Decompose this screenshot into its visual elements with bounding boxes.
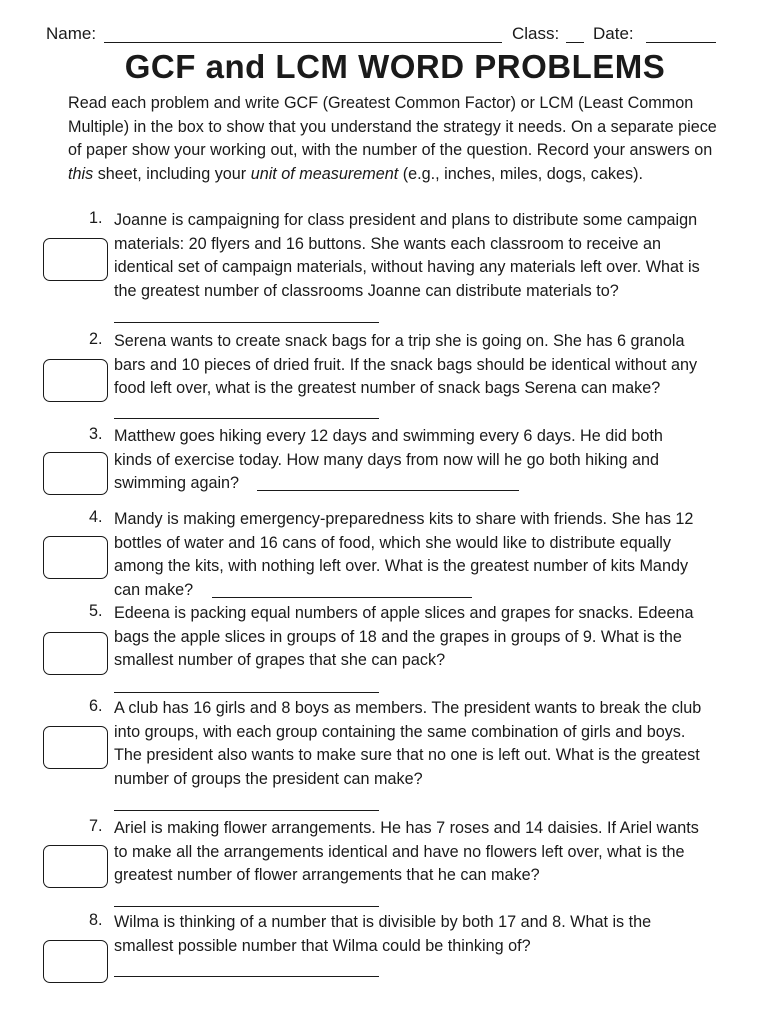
question-1 xyxy=(114,209,734,304)
strategy-box-7[interactable] xyxy=(43,845,108,888)
answer-line-7[interactable] xyxy=(114,906,379,907)
question-number: 3. xyxy=(89,425,103,443)
question-line: bags the apple slices in groups of 18 and the grapes in groups of 9. What is the xyxy=(114,627,682,646)
question-line: smallest number of grapes that she can pack? xyxy=(114,651,446,670)
question-line: into groups, with each group containing the same combination of girls and boys. xyxy=(114,722,686,741)
question-line: Serena wants to create snack bags for a trip she is going on. She has 6 granola xyxy=(114,332,685,350)
page-title: GCF and LCM WORD PROBLEMS xyxy=(124,48,666,85)
answer-line-6[interactable] xyxy=(114,810,379,811)
question-line: smallest possible number that Wilma could be thinking of? xyxy=(114,936,531,955)
strategy-box-5[interactable] xyxy=(43,632,108,675)
question-number: 5. xyxy=(89,602,103,620)
question-line: Edeena is packing equal numbers of apple slices and grapes for snacks. Edeena xyxy=(114,604,694,622)
question-line: swimming again? xyxy=(114,474,240,493)
question-line: Joanne is campaigning for class president and plans to distribute some campaign xyxy=(114,211,698,229)
question-line: number of groups the president can make? xyxy=(114,770,423,789)
strategy-box-4[interactable] xyxy=(43,536,108,579)
header-fields xyxy=(46,24,726,48)
strategy-box-1[interactable] xyxy=(43,238,108,281)
question-8 xyxy=(114,911,734,958)
class-label: Class: xyxy=(512,24,560,43)
question-line: Wilma is thinking of a number that is divisible by both 17 and 8. What is the xyxy=(114,913,652,931)
question-line: The president also wants to make sure that no one is left out. What is the greatest xyxy=(114,746,700,765)
instructions-line: of paper show your working out, with the number of the question. Record your answers on xyxy=(68,141,713,160)
date-field[interactable] xyxy=(646,42,716,43)
question-3 xyxy=(114,425,734,496)
strategy-box-2[interactable] xyxy=(43,359,108,402)
class-field[interactable] xyxy=(566,42,584,43)
question-line: kinds of exercise today. How many days from now will he go both hiking and xyxy=(114,450,659,469)
question-number: 1. xyxy=(89,209,103,227)
emphasis-this: this xyxy=(68,164,94,183)
question-number: 7. xyxy=(89,817,103,835)
question-line: Ariel is making flower arrangements. He has 7 roses and 14 daisies. If Ariel wants xyxy=(114,819,699,837)
question-line: materials: 20 flyers and 16 buttons. She wants each classroom to receive an xyxy=(114,234,662,253)
question-line: to make all the arrangements identical and have no flowers left over, what is the xyxy=(114,842,685,861)
answer-line-5[interactable] xyxy=(114,692,379,693)
question-5 xyxy=(114,602,734,673)
question-6 xyxy=(114,697,734,792)
strategy-box-3[interactable] xyxy=(43,452,108,495)
question-line: can make? xyxy=(114,581,194,600)
question-line: food left over, what is the greatest number of snack bags Serena can make? xyxy=(114,379,661,398)
question-line: bottles of water and 16 cans of food, which she would like to distribute equally xyxy=(114,533,671,552)
instructions-text: (e.g., inches, miles, dogs, cakes). xyxy=(398,164,643,183)
answer-line-1[interactable] xyxy=(114,322,379,323)
answer-line-2[interactable] xyxy=(114,418,379,419)
instructions xyxy=(68,92,738,186)
emphasis-unit: unit of measurement xyxy=(250,164,399,183)
question-line: A club has 16 girls and 8 boys as members. The president wants to break the club xyxy=(114,699,702,717)
question-7 xyxy=(114,817,734,888)
question-line: among the kits, with nothing left over. What is the greatest number of kits Mandy xyxy=(114,557,689,576)
question-line: bars and 10 pieces of dried fruit. If the snack bags should be identical without any xyxy=(114,355,698,374)
question-line: the greatest number of classrooms Joanne can distribute materials to? xyxy=(114,282,619,301)
question-number: 6. xyxy=(89,697,103,715)
strategy-box-8[interactable] xyxy=(43,940,108,983)
answer-line-8[interactable] xyxy=(114,976,379,977)
question-line: greatest number of flower arrangements that he can make? xyxy=(114,866,540,885)
answer-line-3[interactable] xyxy=(257,490,519,491)
instructions-text: sheet, including your xyxy=(93,164,251,183)
name-label: Name: xyxy=(46,24,97,43)
instructions-line xyxy=(68,163,738,187)
question-line: Mandy is making emergency-preparedness kits to share with friends. She has 12 xyxy=(114,510,694,528)
strategy-box-6[interactable] xyxy=(43,726,108,769)
question-2 xyxy=(114,330,734,401)
question-4 xyxy=(114,508,734,603)
answer-line-4[interactable] xyxy=(212,597,472,598)
name-field[interactable] xyxy=(104,42,502,43)
question-number: 8. xyxy=(89,911,103,929)
instructions-line: Multiple) in the box to show that you understand the strategy it needs. On a separate piece xyxy=(68,117,717,136)
question-number: 2. xyxy=(89,330,103,348)
date-label: Date: xyxy=(593,24,634,43)
question-line: Matthew goes hiking every 12 days and swimming every 6 days. He did both xyxy=(114,427,663,445)
instructions-line: Read each problem and write GCF (Greatest Common Factor) or LCM (Least Common xyxy=(68,94,694,112)
question-number: 4. xyxy=(89,508,103,526)
question-line: identical set of campaign materials, without having any materials left over. What is xyxy=(114,258,700,277)
